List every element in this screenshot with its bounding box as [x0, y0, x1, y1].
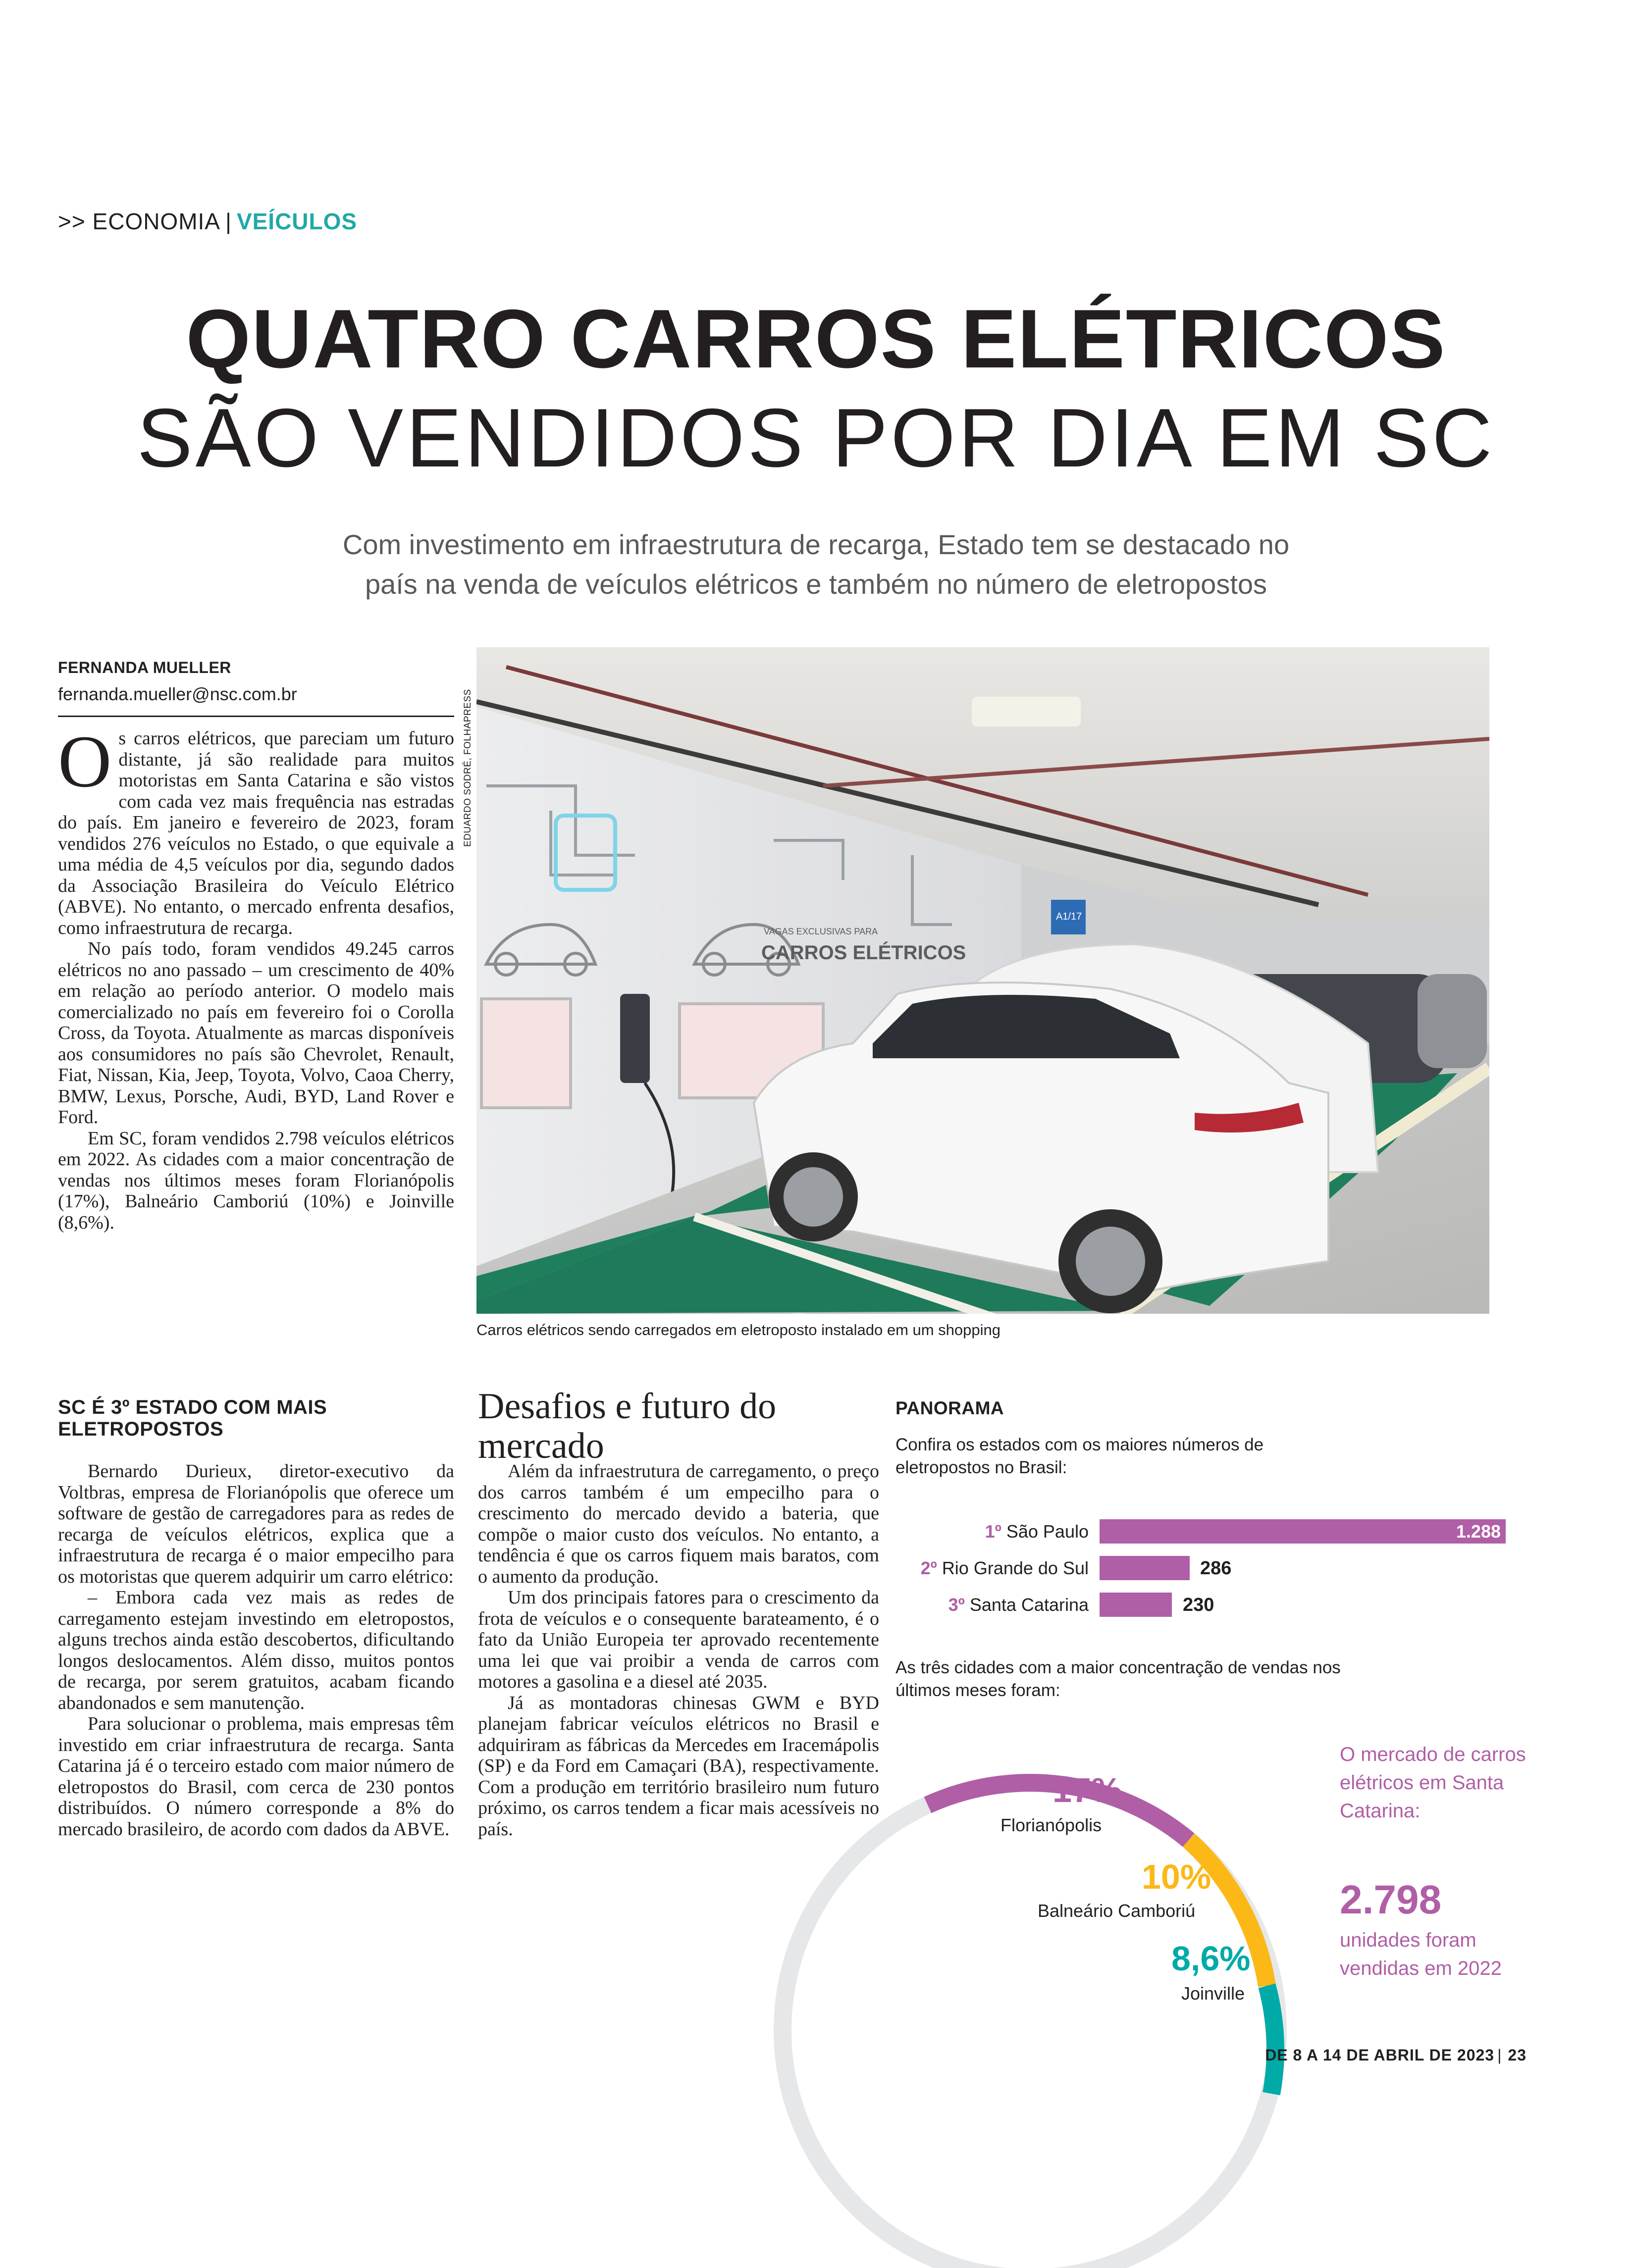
article-photo: [476, 647, 1489, 1314]
article-intro: [58, 721, 454, 1233]
headline-line-1: QUATRO CARROS ELÉTRICOS: [186, 292, 1446, 385]
bar-row-sao-paulo: [895, 1519, 1539, 1544]
author-name: FERNANDA MUELLER: [58, 659, 231, 676]
market-callout-text: O mercado de carros elétricos em Santa Catarina:: [1340, 1744, 1526, 1822]
paragraph: Para solucionar o problema, mais empresas têm investido em criar infraestrutura de recarga. Santa Catarina já é o terceiro estado com maior número de eletropostos do Brasil, com cerca de 230 pontos distribuídos. O número corresponde a 8% do mercado brasileiro, de acordo com dados da ABVE.: [58, 1713, 454, 1840]
bar-row-rio-grande-do-sul: [895, 1556, 1539, 1581]
bar-rio-grande-do-sul: [1100, 1556, 1190, 1580]
author-email[interactable]: fernanda.mueller@nsc.com.br: [58, 684, 297, 704]
page-footer: [1265, 2046, 1527, 2064]
market-callout-sub: unidades foram vendidas em 2022: [1340, 1929, 1502, 1979]
panorama-title: PANORAMA: [895, 1398, 1004, 1418]
footer-separator: |: [1497, 2046, 1502, 2064]
paragraph: – Embora cada vez mais as redes de carregamento estejam investindo em eletropostos, alguns trechos ainda estão descobertos, dificultando longos deslocamentos. Além disso, muitos pontos de recarga, por serem gratuitos, acabam ficando abandonados e sem manutenção.: [58, 1587, 454, 1713]
subheading-eletropostos: SC É 3º ESTADO COM MAIS ELETROPOSTOS: [58, 1396, 327, 1440]
paragraph: Um dos principais fatores para o crescimento da frota de veículos e o consequente barateamento, é o fato da União Europeia ter aprovado recentemente uma lei que vai proibir a venda de carros com motores a gasolina e a diesel até 2035.: [478, 1587, 879, 1692]
city-balneario-camboriu: Balneário Camboriú: [1038, 1901, 1196, 1921]
bar-rank: 3º: [948, 1595, 965, 1615]
bar-value: 230: [1183, 1595, 1214, 1615]
market-callout-number: 2.798: [1340, 1877, 1442, 1922]
pct-florianopolis: 17%: [1053, 1771, 1122, 1809]
photo-credit: EDUARDO SODRÉ, FOLHAPRESS: [463, 689, 473, 847]
arc-joinville: [1267, 1986, 1275, 2094]
paragraph: Já as montadoras chinesas GWM e BYD planejam fabricar veículos elétricos no Brasil e adquiriram as fábricas da Mercedes em Iracemápolis (SP) e da Ford em Camaçari (BA), respectivamente. Com a produção em território brasileiro num futuro próximo, os carros tendem a ficar mais acessíveis no país.: [478, 1692, 879, 1840]
bar-sao-paulo: [1100, 1519, 1506, 1544]
paragraph: No país todo, foram vendidos 49.245 carros elétricos no ano passado – um crescimento de 40% em relação ao período anterior. O modelo mais comercializado no país em fevereiro foi o Corolla Cross, da Toyota. Atualmente as marcas disponíveis aos consumidores no país são Chevrolet, Renault, Fiat, Nissan, Kia, Jeep, Toyota, Volvo, Caoa Cherry, BMW, Lexus, Porsche, Audi, BYD, Land Rover e Ford.: [58, 938, 454, 1128]
paragraph: Além da infraestrutura de carregamento, o preço dos carros também é um empecilho para o crescimento do mercado devido a bateria, que compõe o maior custo dos veículos. No entanto, a tendência é que os carros fiquem mais baratos, com o aumento da produção.: [478, 1461, 879, 1587]
deck-line-2: país na venda de veículos elétricos e também no número de eletropostos: [365, 568, 1267, 600]
bar-state: Rio Grande do Sul: [942, 1558, 1089, 1578]
issue-date: DE 8 A 14 DE ABRIL DE 2023: [1265, 2046, 1495, 2064]
bar-row-santa-catarina: [895, 1593, 1539, 1617]
bar-rank: 1º: [985, 1521, 1001, 1542]
svg-text:A1/17: A1/17: [1056, 911, 1082, 922]
paragraph: Bernardo Durieux, diretor-executivo da Voltbras, empresa de Florianópolis que oferece um software de gestão de carregadores para as redes de recarga de veículos elétricos, explica que a infraestrutura de recarga é o maior empecilho para os motoristas que querem adquirir um carro elétrico:: [58, 1461, 454, 1587]
parking-garage-photo: [476, 647, 1489, 1314]
section-tag: [58, 208, 357, 235]
section-separator: |: [225, 208, 232, 234]
paragraph: Os carros elétricos, que pareciam um futuro distante, já são realidade para muitos motoristas em Santa Catarina e são vistos com cada vez mais frequência nas estradas do país. Em janeiro e fevereiro de 2023, foram vendidos 276 veículos no Estado, o que equivale a uma média de 4,5 veículos por dia, segundo dados da Associação Brasileira do Veículo Elétrico (ABVE). No entanto, o mercado enfrenta desafios, como infraestrutura de recarga.: [58, 721, 454, 938]
bar-santa-catarina: [1100, 1593, 1172, 1617]
cities-intro: As três cidades com a maior concentração de vendas nos últimos meses foram:: [895, 1658, 1341, 1700]
section-prefix: >>: [58, 208, 86, 234]
subheading-desafios: Desafios e futuro do mercado: [478, 1386, 777, 1466]
pct-joinville: 8,6%: [1171, 1939, 1251, 1978]
headline-line-2: SÃO VENDIDOS POR DIA EM SC: [137, 391, 1495, 484]
bar-value: 1.288: [1456, 1521, 1501, 1542]
article-section-2: [58, 1461, 454, 1840]
byline: [58, 659, 454, 717]
deck: [149, 525, 1483, 604]
section-subcategory: VEÍCULOS: [236, 208, 358, 234]
paragraph: Em SC, foram vendidos 2.798 veículos elétricos em 2022. As cidades com a maior concentração de vendas nos últimos meses foram Florianópolis (17%), Balneário Camboriú (10%) e Joinville (8,6%).: [58, 1128, 454, 1233]
bar-rank: 2º: [920, 1558, 937, 1578]
deck-line-1: Com investimento em infraestrutura de recarga, Estado tem se destacado no: [342, 529, 1290, 560]
photo-caption: Carros elétricos sendo carregados em eletroposto instalado em um shopping: [476, 1321, 1001, 1339]
bar-value: 286: [1200, 1558, 1232, 1579]
svg-text:VAGAS EXCLUSIVAS PARA: VAGAS EXCLUSIVAS PARA: [764, 927, 878, 936]
section-category: ECONOMIA: [92, 208, 220, 234]
pct-balneario-camboriu: 10%: [1142, 1857, 1211, 1896]
cities-donut-chart: [753, 1723, 1347, 2268]
panorama-intro: Confira os estados com os maiores números de eletropostos no Brasil:: [895, 1435, 1264, 1477]
dropcap: O: [58, 721, 112, 803]
city-joinville: Joinville: [1181, 1983, 1245, 2004]
page-number: 23: [1508, 2046, 1527, 2064]
bar-state: São Paulo: [1006, 1521, 1089, 1542]
bar-state: Santa Catarina: [969, 1595, 1089, 1615]
svg-text:CARROS ELÉTRICOS: CARROS ELÉTRICOS: [761, 942, 966, 964]
city-florianopolis: Florianópolis: [1000, 1815, 1102, 1835]
